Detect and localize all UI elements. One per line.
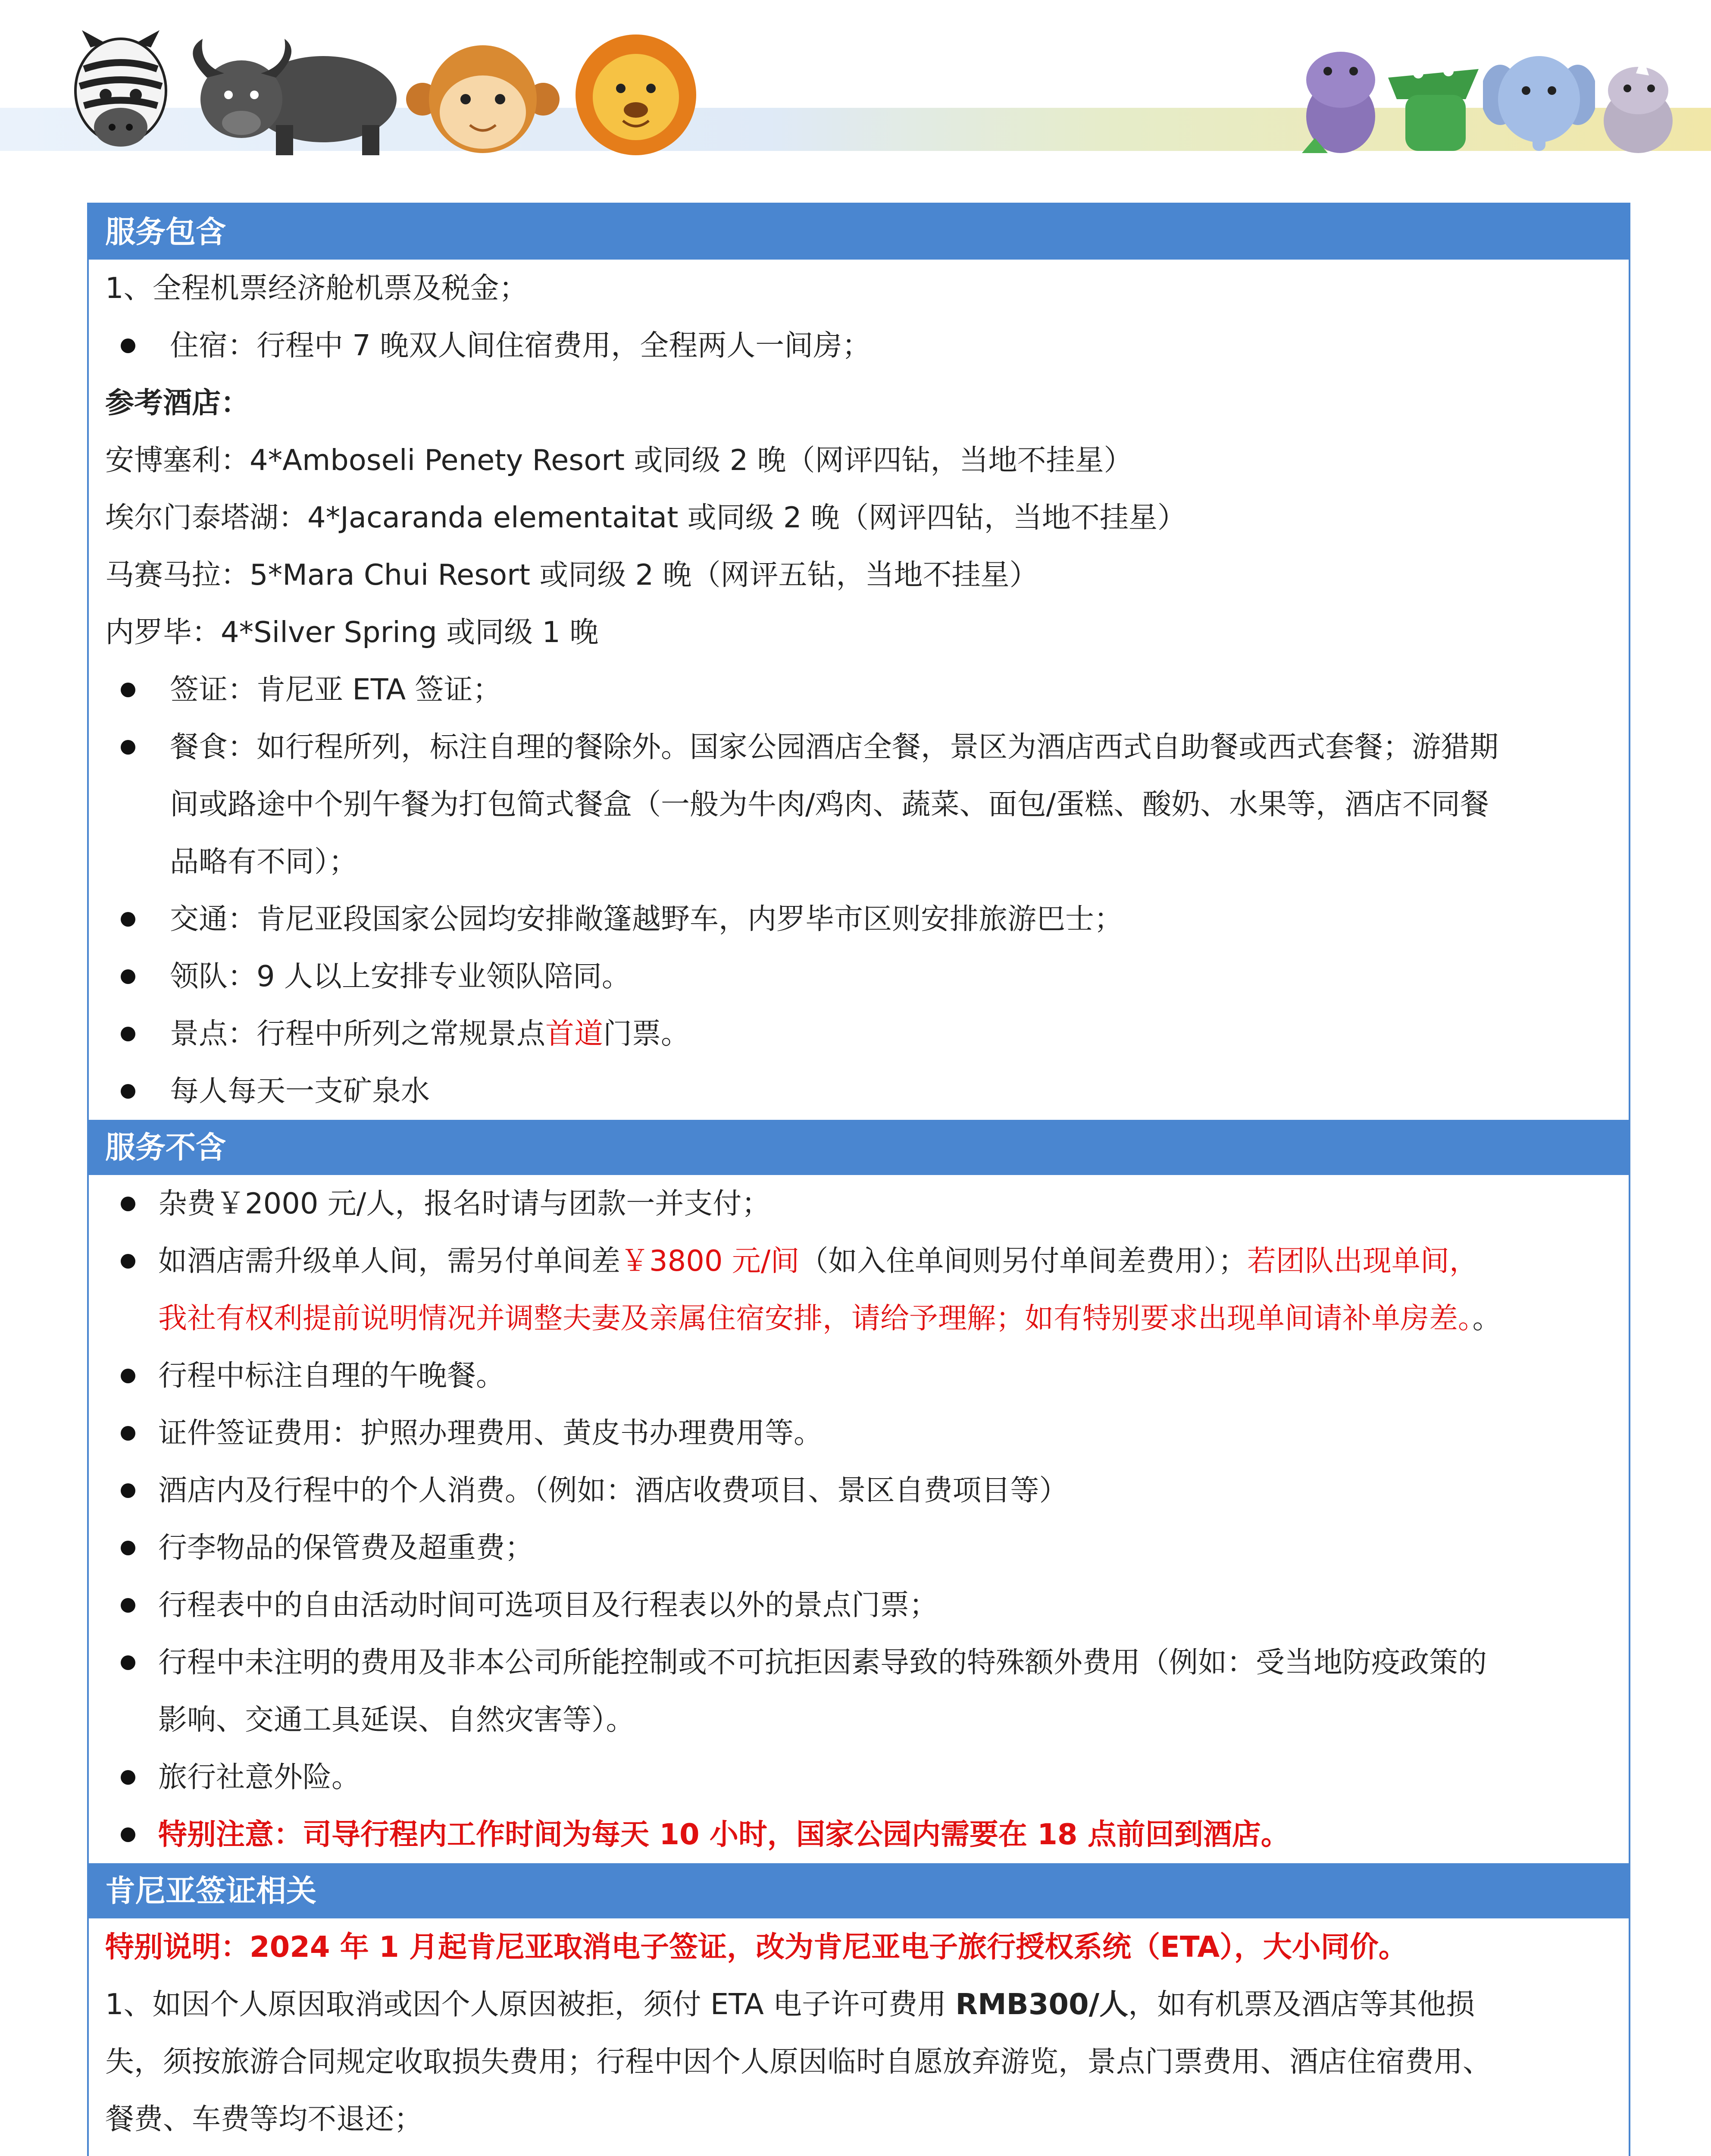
personal-expenses-item: 酒店内及行程中的个人消费。（例如：酒店收费项目、景区自费项目等）: [105, 1462, 1614, 1519]
eta-requirements-heading: [105, 2148, 1614, 2156]
eta-fee: RMB300/人: [955, 1987, 1129, 2021]
airfare-line: 1、全程机票经济舱机票及税金；: [105, 271, 528, 305]
section-header-visa: 肯尼亚签证相关: [89, 1863, 1629, 1918]
single-room-item-line1: [105, 1232, 1614, 1290]
visa-special-note: 特别说明：2024 年 1 月起肯尼亚取消电子签证，改为肯尼亚电子旅行授权系统（ETA），大小同价。: [105, 1930, 1408, 1964]
meals-item-line3: 品略有不同）；: [170, 845, 358, 878]
single-room-note: （如入住单间则另付单间差费用）；: [799, 1244, 1247, 1278]
section-header-included: 服务包含: [89, 204, 1629, 260]
document-fees-item: 证件签证费用：护照办理费用、黄皮书办理费用等。: [105, 1404, 1614, 1462]
tickets-text: 门票。: [603, 1017, 690, 1050]
section-body-visa: [89, 1918, 1629, 2156]
visa-refusal-text: 1、如因个人原因取消或因个人原因被拒，须付 ETA 电子许可费用: [105, 1987, 956, 2021]
transport-item: 交通：肯尼亚段国家公园均安排敞篷越野车，内罗毕市区则安排旅游巴士；: [105, 890, 1614, 948]
visa-item: 签证：肯尼亚 ETA 签证；: [105, 661, 1614, 718]
extra-costs-item-line1: 行程中未注明的费用及非本公司所能控制或不可抗拒因素导致的特殊额外费用（例如：受当地防疫政策的: [105, 1634, 1614, 1691]
luggage-fees-item: 行李物品的保管费及超重费；: [105, 1519, 1614, 1576]
meals-item-line1: 餐食：如行程所列，标注自理的餐除外。国家公园酒店全餐，景区为酒店西式自助餐或西式套餐；游猎期: [105, 718, 1614, 776]
tour-leader-item: 领队：9 人以上安排专业领队陪同。: [105, 948, 1614, 1005]
section-body-included: [89, 260, 1629, 1120]
buffalo-illustration: [181, 26, 405, 155]
visa-refusal-tail: ，如有机票及酒店等其他损: [1128, 1987, 1475, 2021]
hotel-elementaita: 埃尔门泰塔湖：4*Jacaranda elementaitat 或同级 2 晚（网评四钻，当地不挂星）: [105, 501, 1186, 534]
hotel-masai-mara: 马赛马拉：5*Mara Chui Resort 或同级 2 晚（网评五钻，当地不挂星）: [105, 558, 1038, 592]
hotel-nairobi: 内罗毕：4*Silver Spring 或同级 1 晚: [105, 615, 599, 649]
single-room-warning: 若团队出现单间，: [1247, 1244, 1478, 1278]
hotel-amboseli: 安博塞利：4*Amboseli Penety Resort 或同级 2 晚（网评四钻，当地不挂星）: [105, 443, 1133, 477]
meals-item-line2: 间或路途中个别午餐为打包简式餐盒（一般为牛肉/鸡肉、蔬菜、面包/蛋糕、酸奶、水果等，酒店不同餐: [170, 787, 1489, 821]
single-room-policy: 我社有权利提前说明情况并调整夫妻及亲属住宿安排，请给予理解；如有特别要求出现单间请补单房差。: [158, 1301, 1473, 1335]
lion-illustration: [569, 34, 703, 155]
extra-costs-item-line2: 影响、交通工具延误、自然灾害等）。: [158, 1703, 635, 1736]
visa-refusal-line3: 餐费、车费等均不退还；: [105, 2102, 423, 2136]
single-room-price: ￥3800 元/间: [620, 1244, 800, 1278]
crocodile-illustration: [1379, 52, 1487, 155]
optional-activities-item: 行程表中的自由活动时间可选项目及行程表以外的景点门票；: [105, 1576, 1614, 1634]
zebra-illustration: [65, 30, 177, 155]
reference-hotels-label: 参考酒店：: [105, 386, 250, 420]
single-room-period: 。: [1472, 1301, 1501, 1335]
visa-refusal-line2: 失，须按旅游合同规定收取损失费用；行程中因个人原因临时自愿放弃游览，景点门票费用、酒店住宿费用、: [105, 2045, 1492, 2078]
attractions-text: 景点：行程中所列之常规景点: [170, 1017, 545, 1050]
self-pay-meals-item: 行程中标注自理的午晚餐。: [105, 1347, 1614, 1404]
insurance-item: 旅行社意外险。: [105, 1749, 1614, 1806]
water-item: 每人每天一支矿泉水: [105, 1062, 1614, 1120]
misc-fee-item: 杂费￥2000 元/人，报名时请与团款一并支付；: [105, 1175, 1614, 1232]
single-room-text: 如酒店需升级单人间，需另付单间差: [158, 1244, 620, 1278]
accommodation-item: 住宿：行程中 7 晚双人间住宿费用，全程两人一间房；: [105, 317, 1614, 374]
service-details-box: [87, 203, 1630, 2156]
section-header-excluded: 服务不含: [89, 1120, 1629, 1175]
hippo-illustration: [1293, 43, 1388, 155]
visa-refusal-line1: [105, 1976, 1614, 2033]
first-entry-highlight: 首道: [545, 1017, 603, 1050]
elephant-illustration: [1483, 47, 1595, 155]
special-notice-item: 特别注意：司导行程内工作时间为每天 10 小时，国家公园内需要在 18 点前回到酒店。: [105, 1806, 1614, 1863]
attractions-item: [105, 1005, 1614, 1062]
section-body-excluded: [89, 1175, 1629, 1863]
rhino-illustration: [1595, 56, 1681, 155]
monkey-illustration: [405, 43, 560, 155]
single-room-item-line2: [105, 1290, 1614, 1347]
